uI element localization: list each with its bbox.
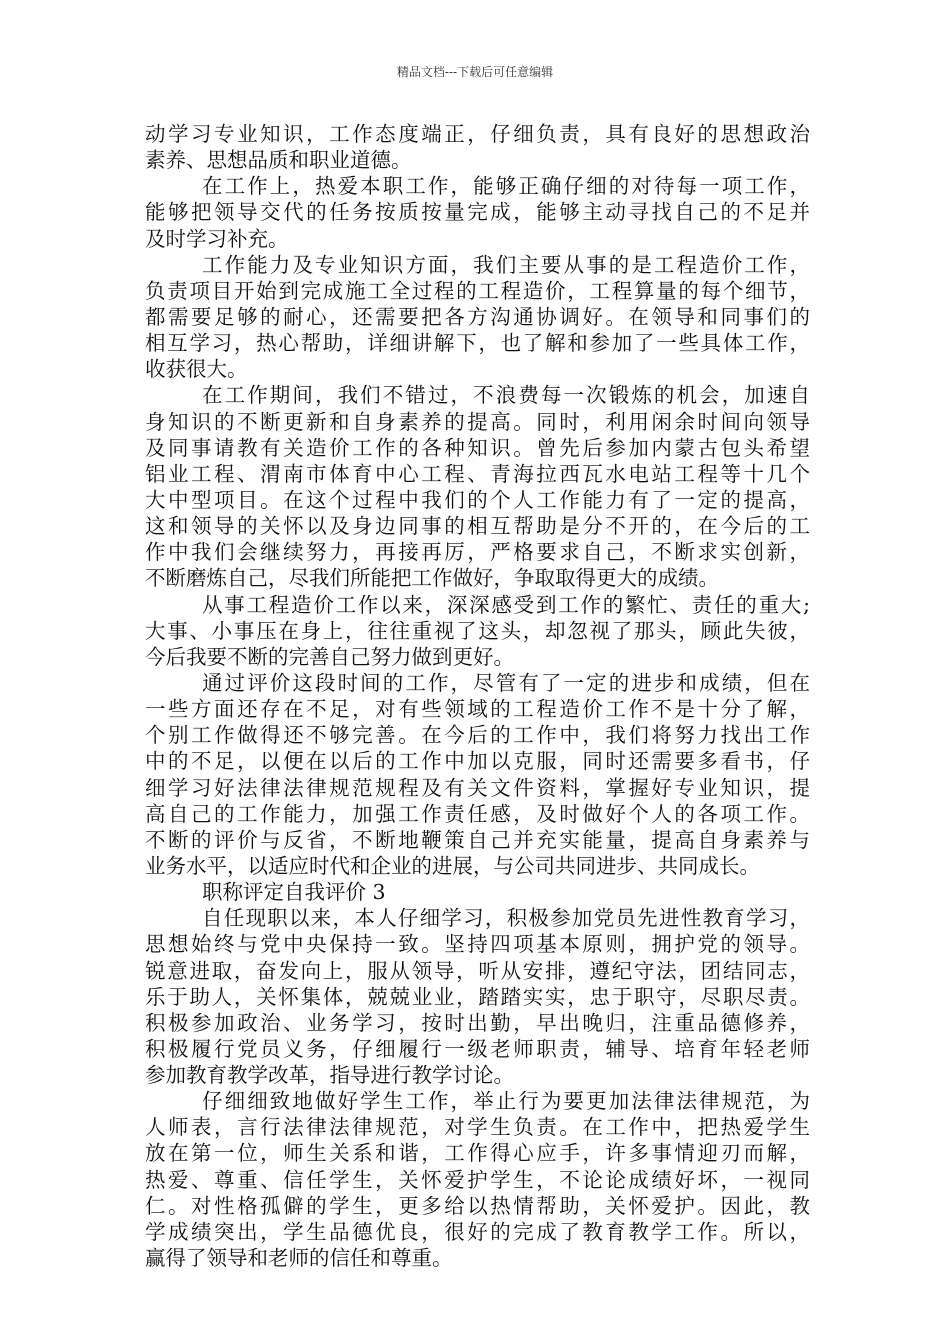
text-line: 及同事请教有关造价工作的各种知识。曾先后参加内蒙古包头希望	[145, 435, 810, 460]
text-line: 积极参加政治、业务学习，按时出勤，早出晚归，注重品德修养，	[145, 1010, 810, 1035]
text-line: 不断磨炼自己，尽我们所能把工作做好，争取取得更大的成绩。	[145, 566, 719, 591]
text-line: 参加教育教学改革，指导进行教学讨论。	[145, 1063, 514, 1088]
text-line: 个别工作做得还不够完善。在今后的工作中，我们将努力找出工作	[145, 723, 810, 748]
text-line: 作中我们会继续努力，再接再厉，严格要求自己，不断求实创新，	[145, 540, 810, 565]
text-line: 细学习好法律法律规范规程及有关文件资料，掌握好专业知识，提	[145, 775, 810, 800]
text-line: 热爱、尊重、信任学生，关怀爱护学生，不论论成绩好坏，一视同	[145, 1167, 810, 1192]
text-line: 人师表，言行法律法律规范，对学生负责。在工作中，把热爱学生	[145, 1115, 810, 1140]
text-line: 在工作上，热爱本职工作，能够正确仔细的对待每一项工作，	[202, 174, 810, 199]
text-line: 赢得了领导和老师的信任和尊重。	[145, 1246, 453, 1271]
text-line: 今后我要不断的完善自己努力做到更好。	[145, 644, 514, 669]
text-line: 放在第一位，师生关系和谐，工作得心应手，许多事情迎刃而解，	[145, 1141, 810, 1166]
text-line: 中的不足，以便在以后的工作中加以克服，同时还需要多看书，仔	[145, 749, 810, 774]
text-line: 一些方面还存在不足，对有些领域的工程造价工作不是十分了解，	[145, 697, 810, 722]
text-line: 都需要足够的耐心，还需要把各方沟通协调好。在领导和同事们的	[145, 304, 810, 329]
text-line: 收获很大。	[145, 357, 248, 382]
text-line: 职称评定自我评价 3	[202, 880, 386, 905]
text-line: 及时学习补充。	[145, 226, 289, 251]
text-line: 这和领导的关怀以及身边同事的相互帮助是分不开的，在今后的工	[145, 514, 810, 539]
page-header: 精品文档---下载后可任意编辑	[396, 65, 554, 79]
text-line: 锐意进取，奋发向上，服从领导，听从安排，遵纪守法，团结同志，	[145, 958, 810, 983]
text-line: 仔细细致地做好学生工作，举止行为要更加法律法律规范，为	[202, 1089, 810, 1114]
text-line: 相互学习，热心帮助，详细讲解下，也了解和参加了一些具体工作，	[145, 331, 810, 356]
text-line: 业务水平，以适应时代和企业的进展，与公司共同进步、共同成长。	[145, 853, 760, 878]
text-line: 动学习专业知识，工作态度端正，仔细负责，具有良好的思想政治	[145, 122, 810, 146]
document-body	[145, 121, 810, 1271]
text-line: 思想始终与党中央保持一致。坚持四项基本原则，拥护党的领导。	[145, 932, 810, 957]
text-line: 积极履行党员义务，仔细履行一级老师职责，辅导、培育年轻老师	[145, 1036, 810, 1061]
text-line: 自任现职以来，本人仔细学习，积极参加党员先进性教育学习，	[202, 906, 810, 931]
text-line: 学成绩突出，学生品德优良，很好的完成了教育教学工作。所以，	[145, 1219, 810, 1244]
text-line: 身知识的不断更新和自身素养的提高。同时，利用闲余时间向领导	[145, 409, 810, 434]
text-line: 铝业工程、渭南市体育中心工程、青海拉西瓦水电站工程等十几个	[145, 461, 810, 486]
text-line: 能够把领导交代的任务按质按量完成，能够主动寻找自己的不足并	[145, 200, 810, 225]
text-line: 从事工程造价工作以来，深深感受到工作的繁忙、责任的重大;	[202, 592, 810, 617]
text-line: 仁。对性格孤僻的学生，更多给以热情帮助，关怀爱护。因此，教	[145, 1193, 810, 1218]
text-line: 不断的评价与反省，不断地鞭策自己并充实能量，提高自身素养与	[145, 827, 810, 852]
text-line: 大事、小事压在身上，往往重视了这头，却忽视了那头，顾此失彼，	[145, 618, 810, 643]
text-line: 通过评价这段时间的工作，尽管有了一定的进步和成绩，但在	[202, 670, 810, 695]
text-line: 大中型项目。在这个过程中我们的个人工作能力有了一定的提高，	[145, 487, 810, 512]
text-line: 素养、思想品质和职业道德。	[145, 148, 412, 173]
text-line: 工作能力及专业知识方面，我们主要从事的是工程造价工作，	[202, 252, 810, 277]
text-line: 在工作期间，我们不错过，不浪费每一次锻炼的机会，加速自	[202, 383, 810, 408]
text-line: 乐于助人，关怀集体，兢兢业业，踏踏实实，忠于职守，尽职尽责。	[145, 984, 810, 1009]
text-line: 高自己的工作能力，加强工作责任感，及时做好个人的各项工作。	[145, 801, 810, 826]
text-line: 负责项目开始到完成施工全过程的工程造价，工程算量的每个细节，	[145, 278, 810, 303]
